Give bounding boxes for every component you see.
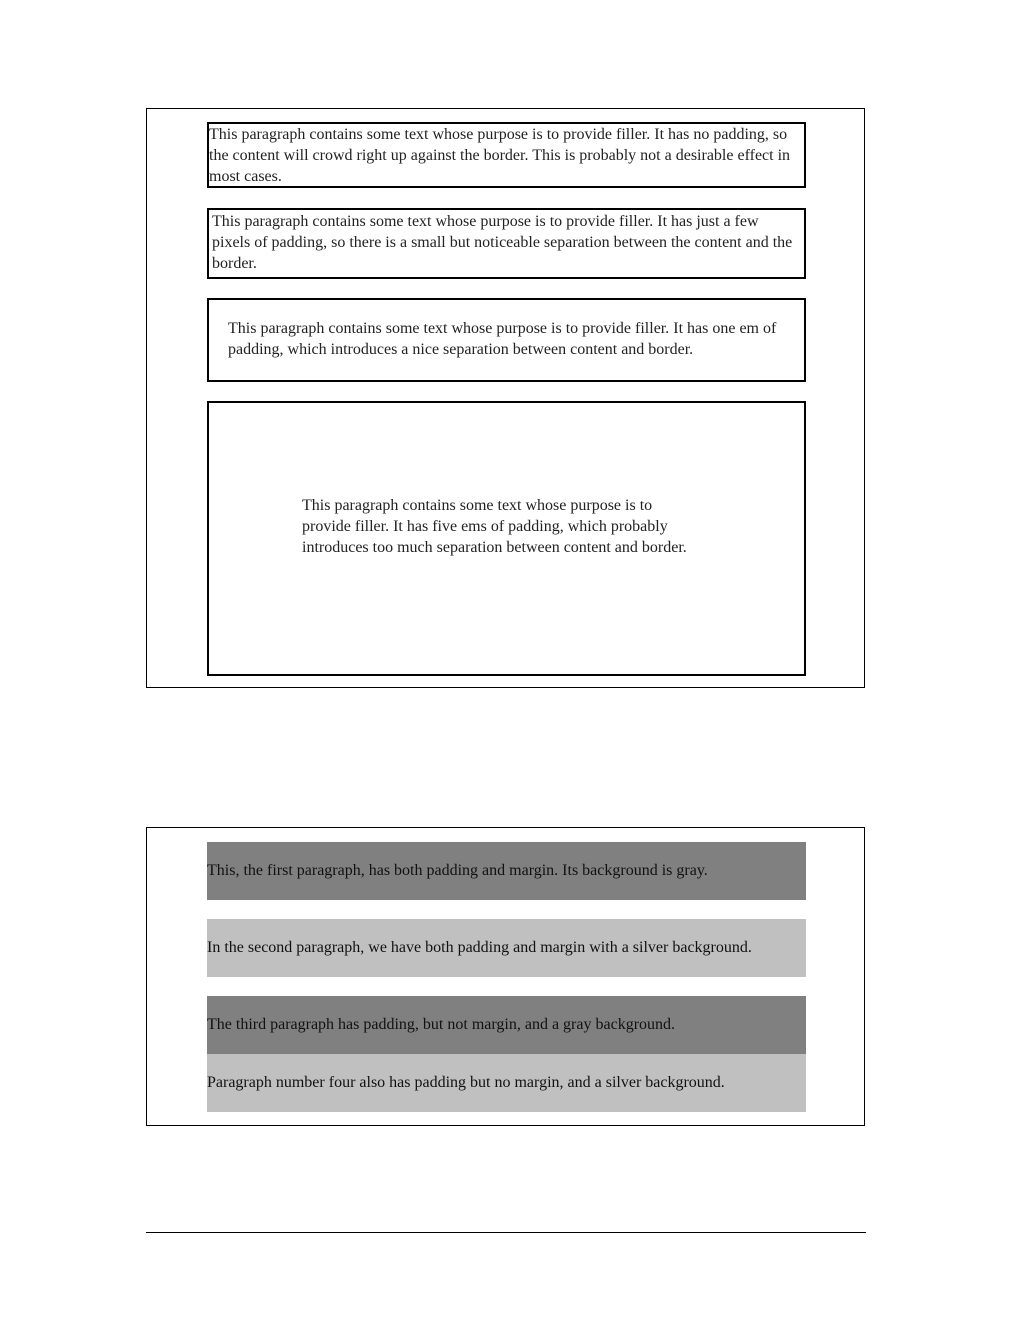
few-pixels-padding-paragraph: This paragraph contains some text whose purpose is to provide filler. It has just a few pixels of padding, so there is a small but noticeable separation between the content and the border.: [207, 208, 806, 279]
silver-padding-only-paragraph: Paragraph number four also has padding but no margin, and a silver background.: [207, 1054, 806, 1112]
no-padding-paragraph: This paragraph contains some text whose purpose is to provide filler. It has no padding, so the content will crowd right up against the border. This is probably not a desirable effect in most cases.: [207, 122, 806, 188]
five-em-padding-paragraph: This paragraph contains some text whose purpose is to provide filler. It has five ems of padding, which probably introduces too much separation between content and border.: [207, 401, 806, 676]
footer-rule: [146, 1232, 866, 1233]
one-em-padding-paragraph: This paragraph contains some text whose purpose is to provide filler. It has one em of padding, which introduces a nice separation between content and border.: [207, 298, 806, 382]
background-figure: [146, 827, 865, 1126]
padding-figure: [146, 108, 865, 688]
gray-padding-margin-paragraph: This, the first paragraph, has both padding and margin. Its background is gray.: [207, 842, 806, 900]
gray-padding-only-paragraph: The third paragraph has padding, but not margin, and a gray background.: [207, 996, 806, 1054]
silver-padding-margin-paragraph: In the second paragraph, we have both padding and margin with a silver background.: [207, 919, 806, 977]
